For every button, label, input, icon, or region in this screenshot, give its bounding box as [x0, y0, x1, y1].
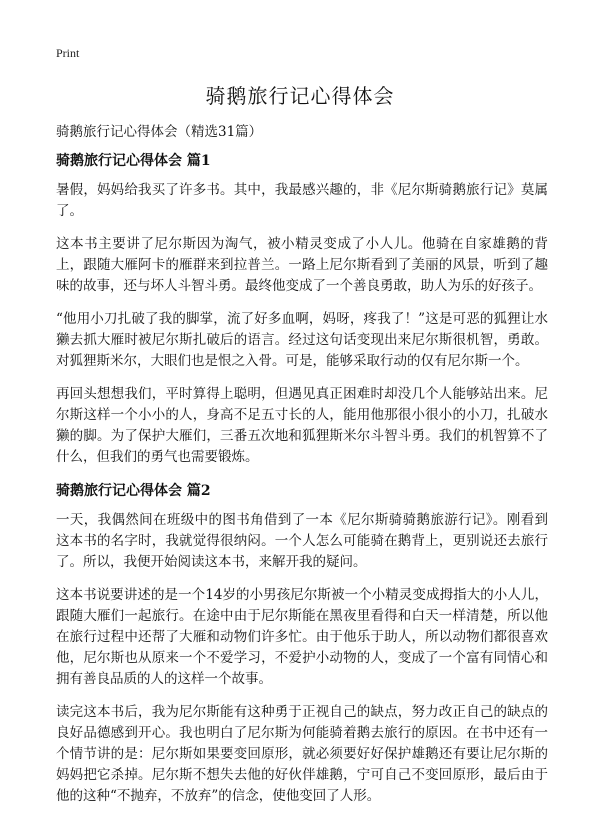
paragraph: 再回头想想我们，平时算得上聪明，但遇见真正困难时却没几个人能够站出来。尼尔斯这样一个小小的人，身高不足五寸长的人，能用他那很小很小的小刀，扎破水獭的脚。为了保护大雁们，三番五次地和狐狸斯米尔斗智斗勇。我们的机智算不了什么，但我们的勇气也需要锻炼。: [56, 386, 548, 465]
paragraph: 这本书主要讲了尼尔斯因为淘气，被小精灵变成了小人儿。他骑在自家雄鹅的背上，跟随大雁阿卡的雁群来到拉普兰。一路上尼尔斯看到了美丽的风景，听到了趣味的故事，还与坏人斗智斗勇。最终他变成了一个善良勇敢，助人为乐的好孩子。: [56, 236, 548, 294]
paragraph: 一天，我偶然间在班级中的图书角借到了一本《尼尔斯骑骑鹅旅游行记》。刚看到这本书的名字时，我就觉得很纳闷。一个人怎么可能骑在鹅背上，更别说还去旅行了。所以，我便开始阅读这本书，来解开我的疑问。: [56, 512, 548, 570]
paragraph: 这本书说要讲述的是一个14岁的小男孩尼尔斯被一个小精灵变成拇指大的小人儿，跟随大雁们一起旅行。在途中由于尼尔斯能在黑夜里看得和白天一样清楚，所以他在旅行过程中还帮了大雁和动物们许多忙。由于他乐于助人，所以动物们都很喜欢他，尼尔斯也从原来一个不爱学习，不爱护小动物的人，变成了一个富有同情心和拥有善良品质的人的这样一个故事。: [56, 587, 548, 687]
document-subtitle: 骑鹅旅行记心得体会（精选31篇）: [56, 124, 263, 140]
paragraph: 读完这本书后，我为尼尔斯能有这种勇于正视自己的缺点，努力改正自己的缺点的良好品德感到开心。我也明白了尼尔斯为何能骑着鹅去旅行的原因。在书中还有一个情节讲的是：尼尔斯如果要变回原形，就必须要好好保护雄鹅还有要让尼尔斯的妈妈把它杀掉。尼尔斯不想失去他的好伙伴雄鹅，宁可自己不变回原形，最后由于他的这种“不抛弃，不放弃”的信念，使他变回了人形。: [56, 704, 548, 804]
paragraph: “他用小刀扎破了我的脚掌，流了好多血啊，妈呀，疼我了！”这是可恶的狐狸让水獭去抓大雁时被尼尔斯扎破后的语言。经过这句话变现出来尼尔斯很机智，勇敢。对狐狸斯米尔，大眼们也是恨之入骨。可是，能够采取行动的仅有尼尔斯一个。: [56, 311, 548, 369]
paragraph: 暑假，妈妈给我买了许多书。其中，我最感兴趣的，非《尼尔斯骑鹅旅行记》莫属了。: [56, 182, 548, 219]
section-heading: 骑鹅旅行记心得体会 篇1: [56, 153, 211, 169]
section-2: [56, 480, 548, 807]
section-1: [56, 150, 548, 468]
print-link[interactable]: Print: [56, 46, 80, 60]
section-heading: 骑鹅旅行记心得体会 篇2: [56, 483, 211, 499]
article-body: [56, 150, 548, 819]
page-title: 骑鹅旅行记心得体会: [205, 84, 395, 108]
